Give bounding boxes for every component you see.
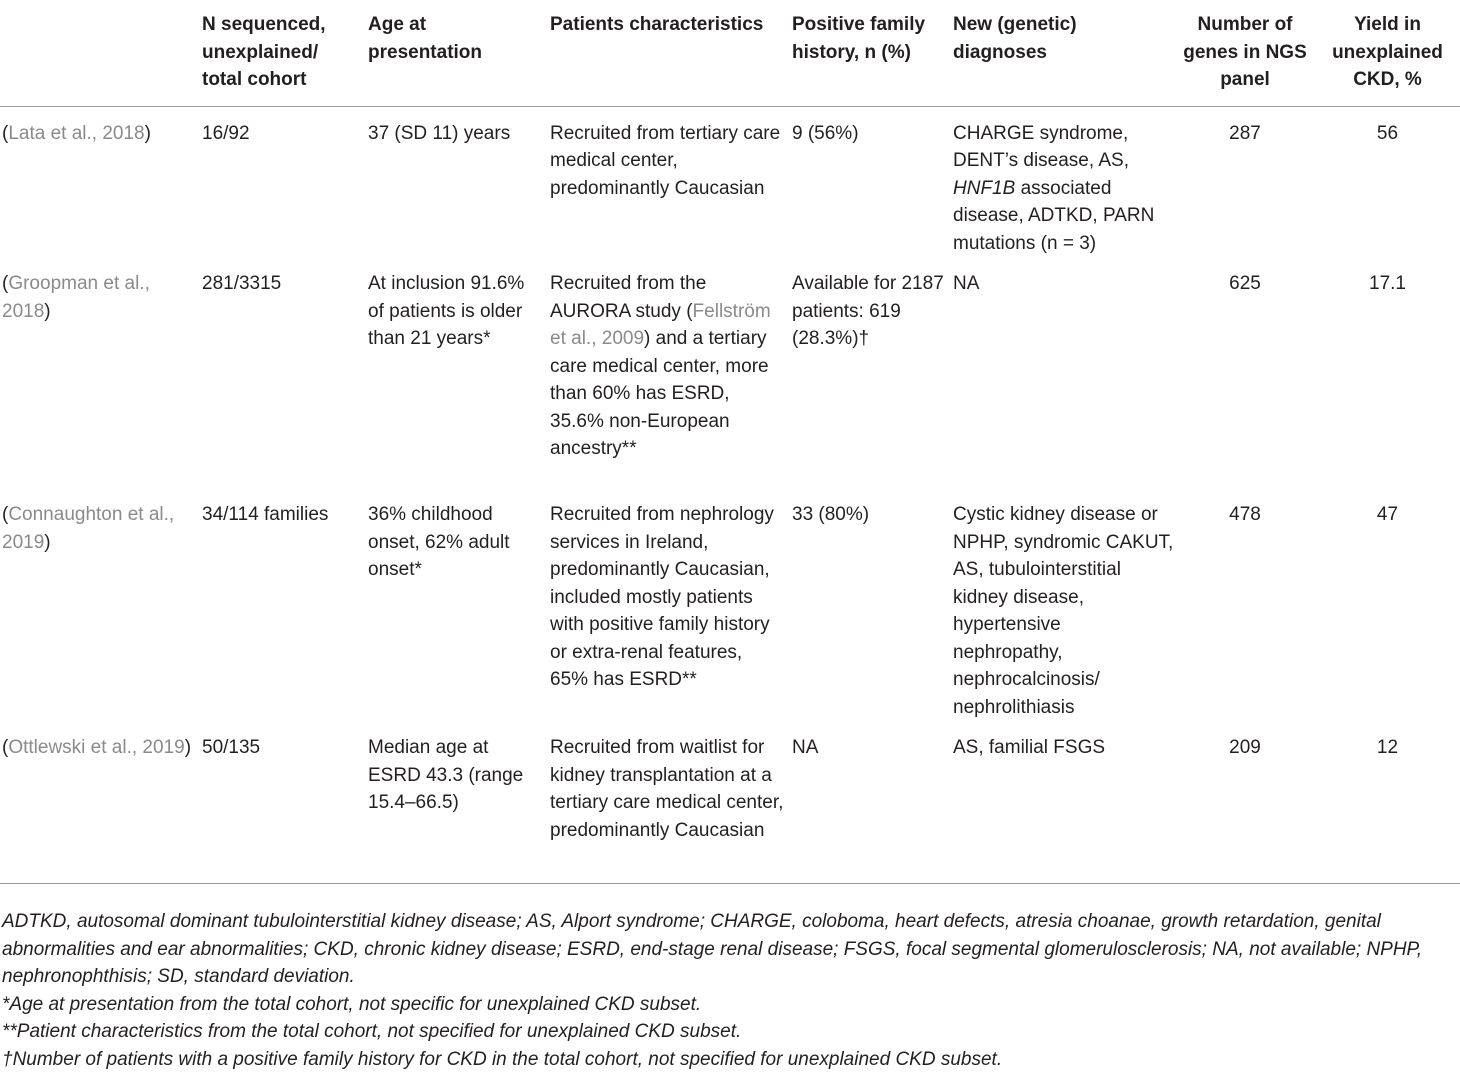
patients-cell: Recruited from nephrology services in Ireland, predominantly Caucasian, included mostly patients with positive family history or extra-renal features, 65% has ESRD** [542,488,784,721]
table-header [0,0,1460,106]
study-cell: (Groopman et al., 2018) [0,257,194,488]
genes-cell: 625 [1175,257,1315,488]
diagnoses-cell: Cystic kidney disease or NPHP, syndromic CAKUT, AS, tubulointerstitial kidney disease, hypertensive nephropathy, nephrocalcinosis/ nephrolithiasis [945,488,1175,721]
header-n-sequenced: N sequenced, unexplained/ total cohort [194,0,360,106]
genes-cell: 209 [1175,721,1315,883]
genes-cell: 287 [1175,106,1315,257]
diagnoses-cell [945,106,1175,257]
footnote-age: *Age at presentation from the total cohort, not specific for unexplained CKD subset. [2,991,1454,1019]
patients-text: and a tertiary care medical center, more than 60% has ESRD, 35.6% non-European ancestry** [550,328,769,459]
footnote-abbreviations: ADTKD, autosomal dominant tubulointerstitial kidney disease; AS, Alport syndrome; CHARGE, coloboma, heart defects, atresia choanae, growth retardation, genital abnormalities and ear abnormalities; CKD, chronic kidney disease; ESRD, end-stage renal disease; FSGS, focal segmental glomerulosclerosis; NA, not available; NPHP, nephronophthisis; SD, standard deviation. [2,908,1454,991]
citation-link[interactable]: Lata et al., 2018 [8,123,144,144]
yield-cell: 17.1 [1315,257,1460,488]
citation-link[interactable]: Connaughton et al., 2019 [2,504,174,553]
family-history-cell: NA [784,721,945,883]
diagnoses-text: associated disease, ADTKD, PARN mutations (n = 3) [953,178,1154,254]
citation-link[interactable]: Groopman et al., 2018 [2,273,150,322]
table-body [0,106,1460,883]
age-cell: 36% childhood onset, 62% adult onset* [360,488,542,721]
table-row [0,488,1460,721]
family-history-cell: 9 (56%) [784,106,945,257]
header-patients: Patients characteristics [542,0,784,106]
table-row [0,257,1460,488]
genes-cell: 478 [1175,488,1315,721]
footnote-family-history: †Number of patients with a positive family history for CKD in the total cohort, not specified for unexplained CKD subset. [2,1046,1454,1073]
table-row [0,106,1460,257]
study-cell: (Ottlewski et al., 2019) [0,721,194,883]
header-yield: Yield in unexplained CKD, % [1315,0,1460,106]
citation-link[interactable]: Ottlewski et al., 2019 [8,737,184,758]
patients-cell: Recruited from waitlist for kidney transplantation at a tertiary care medical center, predominantly Caucasian [542,721,784,883]
n-sequenced-cell: 34/114 families [194,488,360,721]
footnote-patients: **Patient characteristics from the total cohort, not specified for unexplained CKD subset. [2,1018,1454,1046]
patients-cell: Recruited from the AURORA study (Fellström et al., 2009) and a tertiary care medical center, more than 60% has ESRD, 35.6% non-European ancestry** [542,257,784,488]
header-study [0,0,194,106]
patients-text: Recruited from the AURORA study [550,273,706,322]
diagnoses-cell: NA [945,257,1175,488]
study-cell: (Lata et al., 2018) [0,106,194,257]
n-sequenced-cell: 50/135 [194,721,360,883]
age-cell: 37 (SD 11) years [360,106,542,257]
header-family-history: Positive family history, n (%) [784,0,945,106]
header-genes: Number of genes in NGS panel [1175,0,1315,106]
header-diagnoses: New (genetic) diagnoses [945,0,1175,106]
n-sequenced-cell: 281/3315 [194,257,360,488]
family-history-cell: Available for 2187 patients: 619 (28.3%)† [784,257,945,488]
table-footnotes [2,908,1454,1073]
header-row [0,0,1460,106]
age-cell: Median age at ESRD 43.3 (range 15.4–66.5) [360,721,542,883]
yield-cell: 56 [1315,106,1460,257]
diagnoses-text: CHARGE syndrome, DENT’s disease, AS, [953,123,1129,172]
n-sequenced-cell: 16/92 [194,106,360,257]
study-cell: (Connaughton et al., 2019) [0,488,194,721]
yield-cell: 47 [1315,488,1460,721]
family-history-cell: 33 (80%) [784,488,945,721]
citation-link[interactable]: Fellström et al., 2009 [550,301,771,350]
yield-cell: 12 [1315,721,1460,883]
diagnoses-cell: AS, familial FSGS [945,721,1175,883]
gene-name: HNF1B [953,178,1015,199]
header-age: Age at presentation [360,0,542,106]
table-row [0,721,1460,883]
age-cell: At inclusion 91.6% of patients is older than 21 years* [360,257,542,488]
patients-cell: Recruited from tertiary care medical center, predominantly Caucasian [542,106,784,257]
